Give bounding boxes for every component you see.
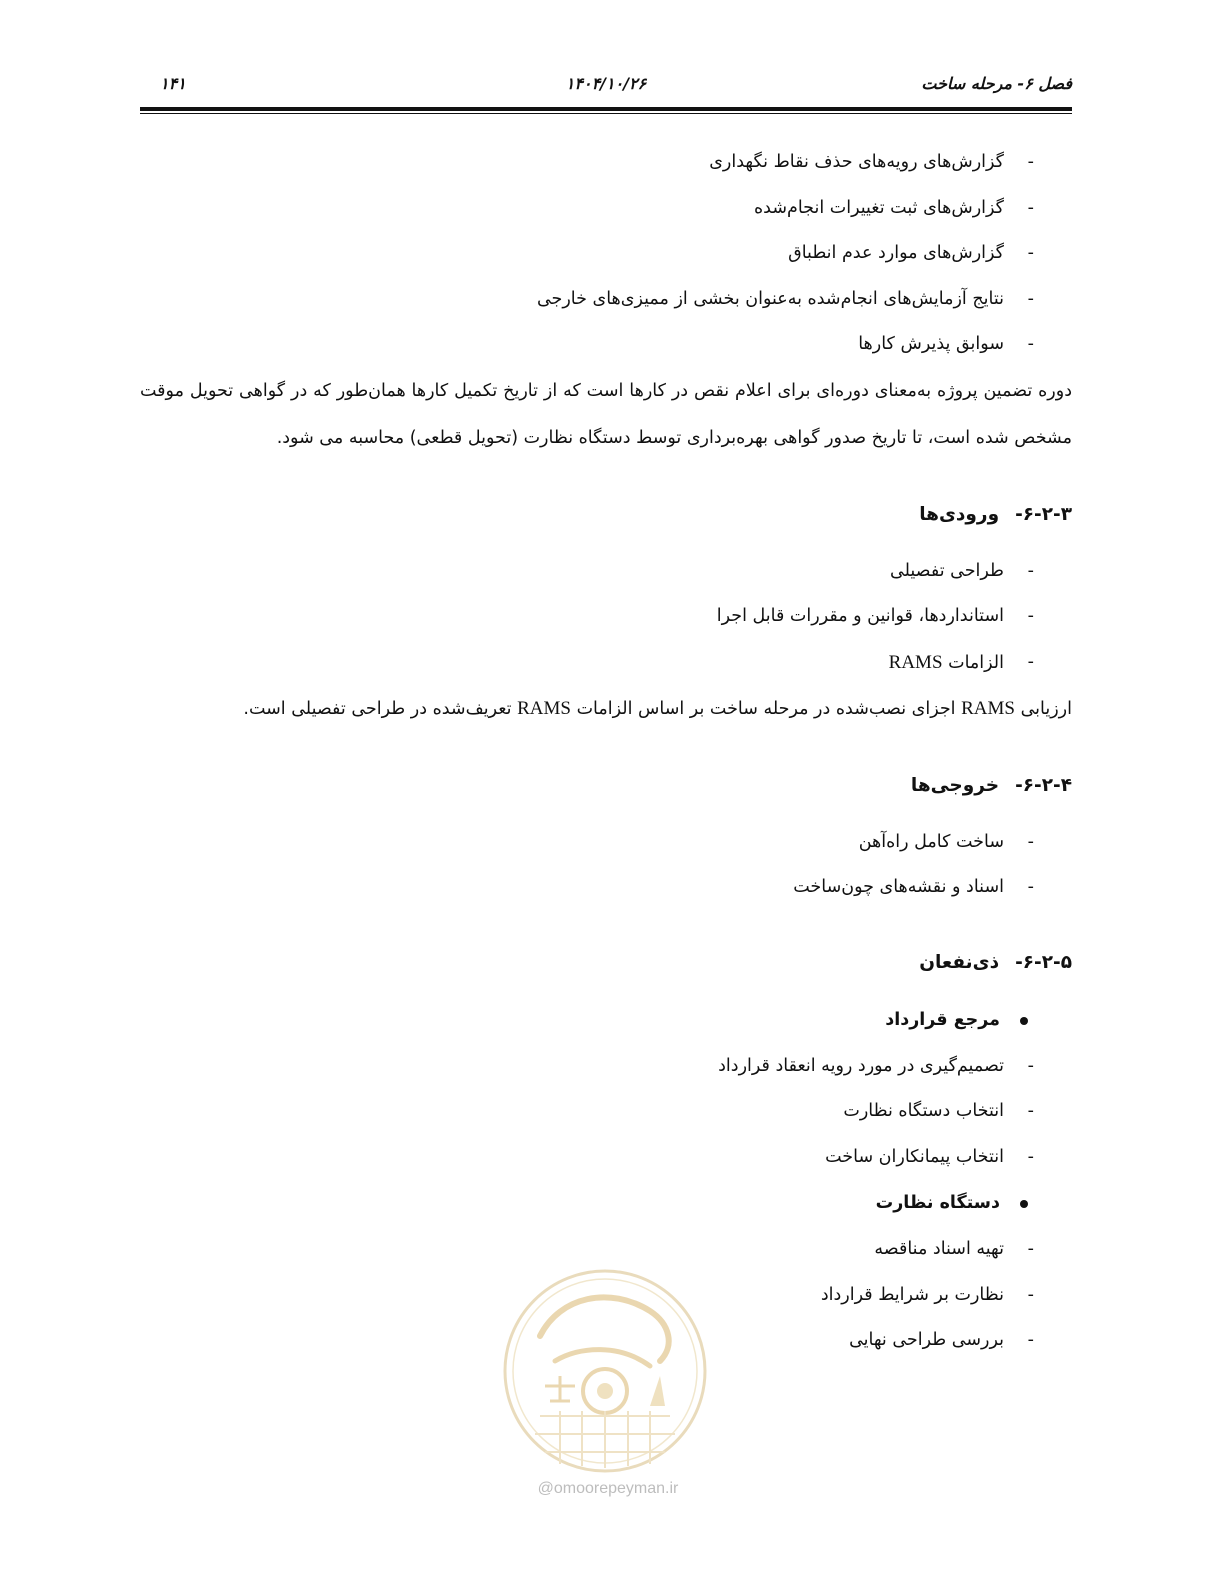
list-item — [140, 1135, 1072, 1181]
list-dash: - — [1027, 651, 1034, 672]
list-dash: - — [1027, 1239, 1034, 1259]
list-item-text: گزارش‌های رویه‌های حذف نقاط نگهداری — [709, 152, 1004, 172]
rams-paragraph — [140, 685, 1072, 734]
header-date: ۱۴۰۴/۱۰/۲۶ — [565, 74, 647, 93]
page-header — [140, 74, 1072, 104]
top-list — [140, 140, 1072, 368]
list-item-text: انتخاب پیمانکاران ساخت — [825, 1146, 1004, 1167]
list-item — [140, 820, 1072, 866]
list-dash: - — [1027, 831, 1034, 852]
list-item-text: انتخاب دستگاه نظارت — [843, 1101, 1004, 1121]
rams-paragraph-part1: ارزیابی — [1020, 699, 1072, 719]
list-item-text: گزارش‌های موارد عدم انطباق — [788, 243, 1004, 263]
list-dash: - — [1027, 1101, 1034, 1121]
section-heading-inputs — [140, 493, 1072, 537]
chapter-title: فصل ۶- مرحله ساخت — [921, 74, 1072, 93]
list-dash: - — [1027, 152, 1034, 172]
section-heading-outputs — [140, 764, 1072, 808]
rams-paragraph-part3: تعریف‌شده در طراحی تفصیلی است. — [243, 699, 512, 719]
list-item-text: بررسی طراحی نهایی — [849, 1330, 1004, 1350]
list-item — [140, 140, 1072, 186]
list-dash: - — [1027, 1055, 1034, 1076]
list-item-text: اسناد و نقشه‌های چون‌ساخت — [793, 877, 1004, 897]
bullet-label: دستگاه نظارت — [875, 1193, 1000, 1213]
list-item — [140, 277, 1072, 323]
list-dash: - — [1027, 1146, 1034, 1167]
section-number: ۶-۲-۴- — [1015, 774, 1072, 796]
list-item — [140, 322, 1072, 368]
list-item-text: نظارت بر شرایط قرارداد — [820, 1284, 1004, 1305]
bullet-dot — [1020, 1017, 1028, 1025]
list-dash: - — [1027, 334, 1034, 354]
rams-term: RAMS — [517, 698, 571, 719]
page-number: ۱۴۱ — [160, 74, 186, 93]
list-item-text: الزامات — [948, 652, 1004, 673]
list-item-text: سوابق پذیرش کارها — [858, 334, 1004, 354]
page-body — [140, 140, 1072, 1364]
list-item-text: تهیه اسناد مناقصه — [874, 1239, 1004, 1259]
rams-paragraph-part2: اجزای نصب‌شده در مرحله ساخت بر اساس الزامات — [576, 699, 956, 719]
list-item — [140, 549, 1072, 595]
bullet-heading — [140, 997, 1072, 1044]
section-title: خروجی‌ها — [910, 774, 1000, 796]
rams-term: RAMS — [888, 651, 943, 673]
warranty-paragraph: دوره تضمین پروژه به‌معنای دوره‌ای برای اعلام نقص در کارها است که از تاریخ تکمیل کارها همان‌طور که در گواهی تحویل موقت مشخص شده است، تا تاریخ صدور گواهی بهره‌برداری توسط دستگاه نظارت (تحویل قطعی) محاسبه می شود. — [140, 380, 1072, 448]
list-item-text: نتایج آزمایش‌های انجام‌شده به‌عنوان بخشی از ممیزی‌های خارجی — [536, 288, 1004, 309]
list-dash: - — [1027, 877, 1034, 897]
section-title: ذی‌نفعان — [919, 951, 1000, 973]
list-dash: - — [1027, 243, 1034, 263]
list-dash: - — [1027, 606, 1034, 626]
list-item — [140, 865, 1072, 911]
list-dash: - — [1027, 288, 1034, 309]
rams-term: RAMS — [961, 698, 1015, 719]
list-dash: - — [1027, 1330, 1034, 1350]
watermark-seal-logo — [500, 1266, 710, 1476]
section-number: ۶-۲-۵- — [1015, 951, 1072, 973]
bullet-dot — [1020, 1200, 1028, 1208]
watermark-text: @omoorepeyman.ir — [537, 1480, 679, 1497]
list-item — [140, 1044, 1072, 1090]
list-dash: - — [1027, 560, 1034, 581]
list-item — [140, 594, 1072, 640]
list-item — [140, 186, 1072, 232]
list-item-text: طراحی تفصیلی — [890, 560, 1004, 581]
list-dash: - — [1027, 197, 1034, 218]
list-dash: - — [1027, 1284, 1034, 1305]
section-title: ورودی‌ها — [919, 503, 1000, 525]
list-item — [140, 231, 1072, 277]
list-item-text: تصمیم‌گیری در مورد رویه انعقاد قرارداد — [718, 1055, 1004, 1076]
list-item-text: گزارش‌های ثبت تغییرات انجام‌شده — [753, 197, 1004, 218]
bullet-label: مرجع قرارداد — [885, 1009, 1000, 1030]
list-item — [140, 640, 1072, 686]
section-heading-stakeholders — [140, 941, 1072, 985]
header-rule-thick — [140, 107, 1072, 111]
header-rule-thin — [140, 113, 1072, 114]
list-item-text: ساخت کامل راه‌آهن — [858, 831, 1004, 852]
bullet-heading — [140, 1180, 1072, 1227]
list-item — [140, 1089, 1072, 1135]
list-item-text: استانداردها، قوانین و مقررات قابل اجرا — [716, 606, 1004, 626]
section-number: ۶-۲-۳- — [1015, 503, 1072, 525]
